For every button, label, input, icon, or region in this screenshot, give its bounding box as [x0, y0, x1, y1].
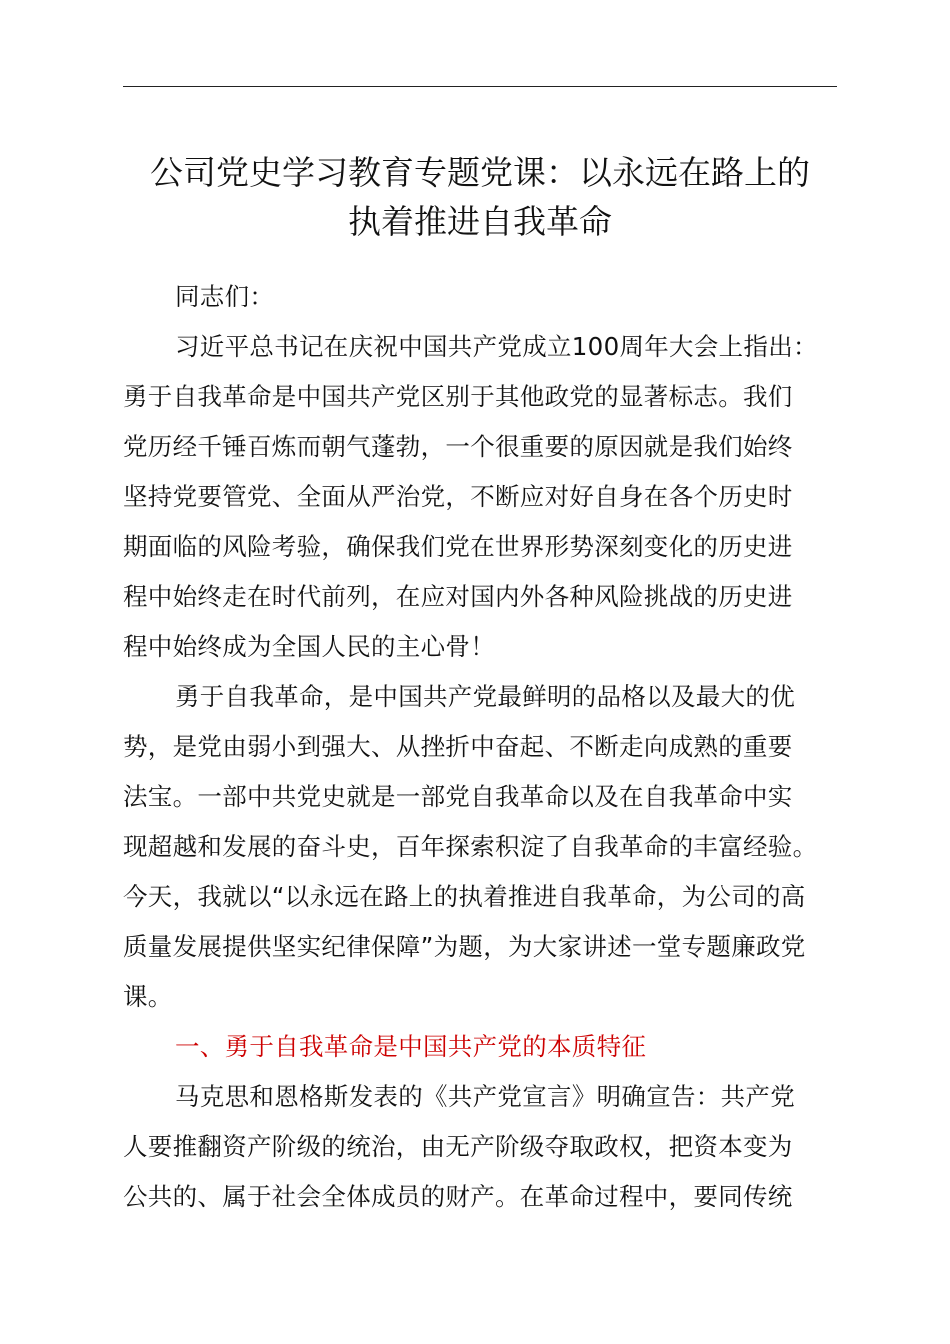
salutation: 同志们： — [175, 282, 275, 311]
paragraph-1-line: 党历经千锤百炼而朝气蓬勃，一个很重要的原因就是我们始终 — [123, 432, 793, 461]
paragraph-1-line: 程中始终走在时代前列，在应对国内外各种风险挑战的历史进 — [123, 582, 793, 611]
paragraph-2-line: 今天，我就以“以永远在路上的执着推进自我革命，为公司的高 — [123, 882, 806, 911]
paragraph-2-line: 质量发展提供坚实纪律保障”为题，为大家讲述一堂专题廉政党 — [123, 932, 806, 961]
paragraph-3-line: 马克思和恩格斯发表的《共产党宣言》明确宣告：共产党 — [175, 1082, 795, 1111]
document-title-line-1: 公司党史学习教育专题党课：以永远在路上的 — [150, 153, 810, 192]
paragraph-2-line: 法宝。一部中共党史就是一部党自我革命以及在自我革命中实 — [123, 782, 793, 811]
paragraph-1-line: 坚持党要管党、全面从严治党，不断应对好自身在各个历史时 — [123, 482, 793, 511]
paragraph-1-line: 习近平总书记在庆祝中国共产党成立100周年大会上指出： — [175, 332, 818, 361]
paragraph-1-line: 程中始终成为全国人民的主心骨！ — [123, 632, 495, 661]
paragraph-2-line: 现超越和发展的奋斗史，百年探索积淀了自我革命的丰富经验。 — [123, 832, 818, 861]
paragraph-2-line: 勇于自我革命，是中国共产党最鲜明的品格以及最大的优 — [175, 682, 795, 711]
document-title-line-2: 执着推进自我革命 — [348, 202, 612, 241]
paragraph-1-line: 勇于自我革命是中国共产党区别于其他政党的显著标志。我们 — [123, 382, 793, 411]
section-1-heading: 一、勇于自我革命是中国共产党的本质特征 — [175, 1032, 647, 1061]
paragraph-3-line: 人要推翻资产阶级的统治，由无产阶级夺取政权，把资本变为 — [123, 1132, 793, 1161]
paragraph-2-line: 势，是党由弱小到强大、从挫折中奋起、不断走向成熟的重要 — [123, 732, 793, 761]
paragraph-2-line: 课。 — [123, 982, 173, 1011]
paragraph-1-line: 期面临的风险考验，确保我们党在世界形势深刻变化的历史进 — [123, 532, 793, 561]
paragraph-3-line: 公共的、属于社会全体成员的财产。在革命过程中，要同传统 — [123, 1182, 793, 1211]
header-rule — [123, 86, 837, 87]
